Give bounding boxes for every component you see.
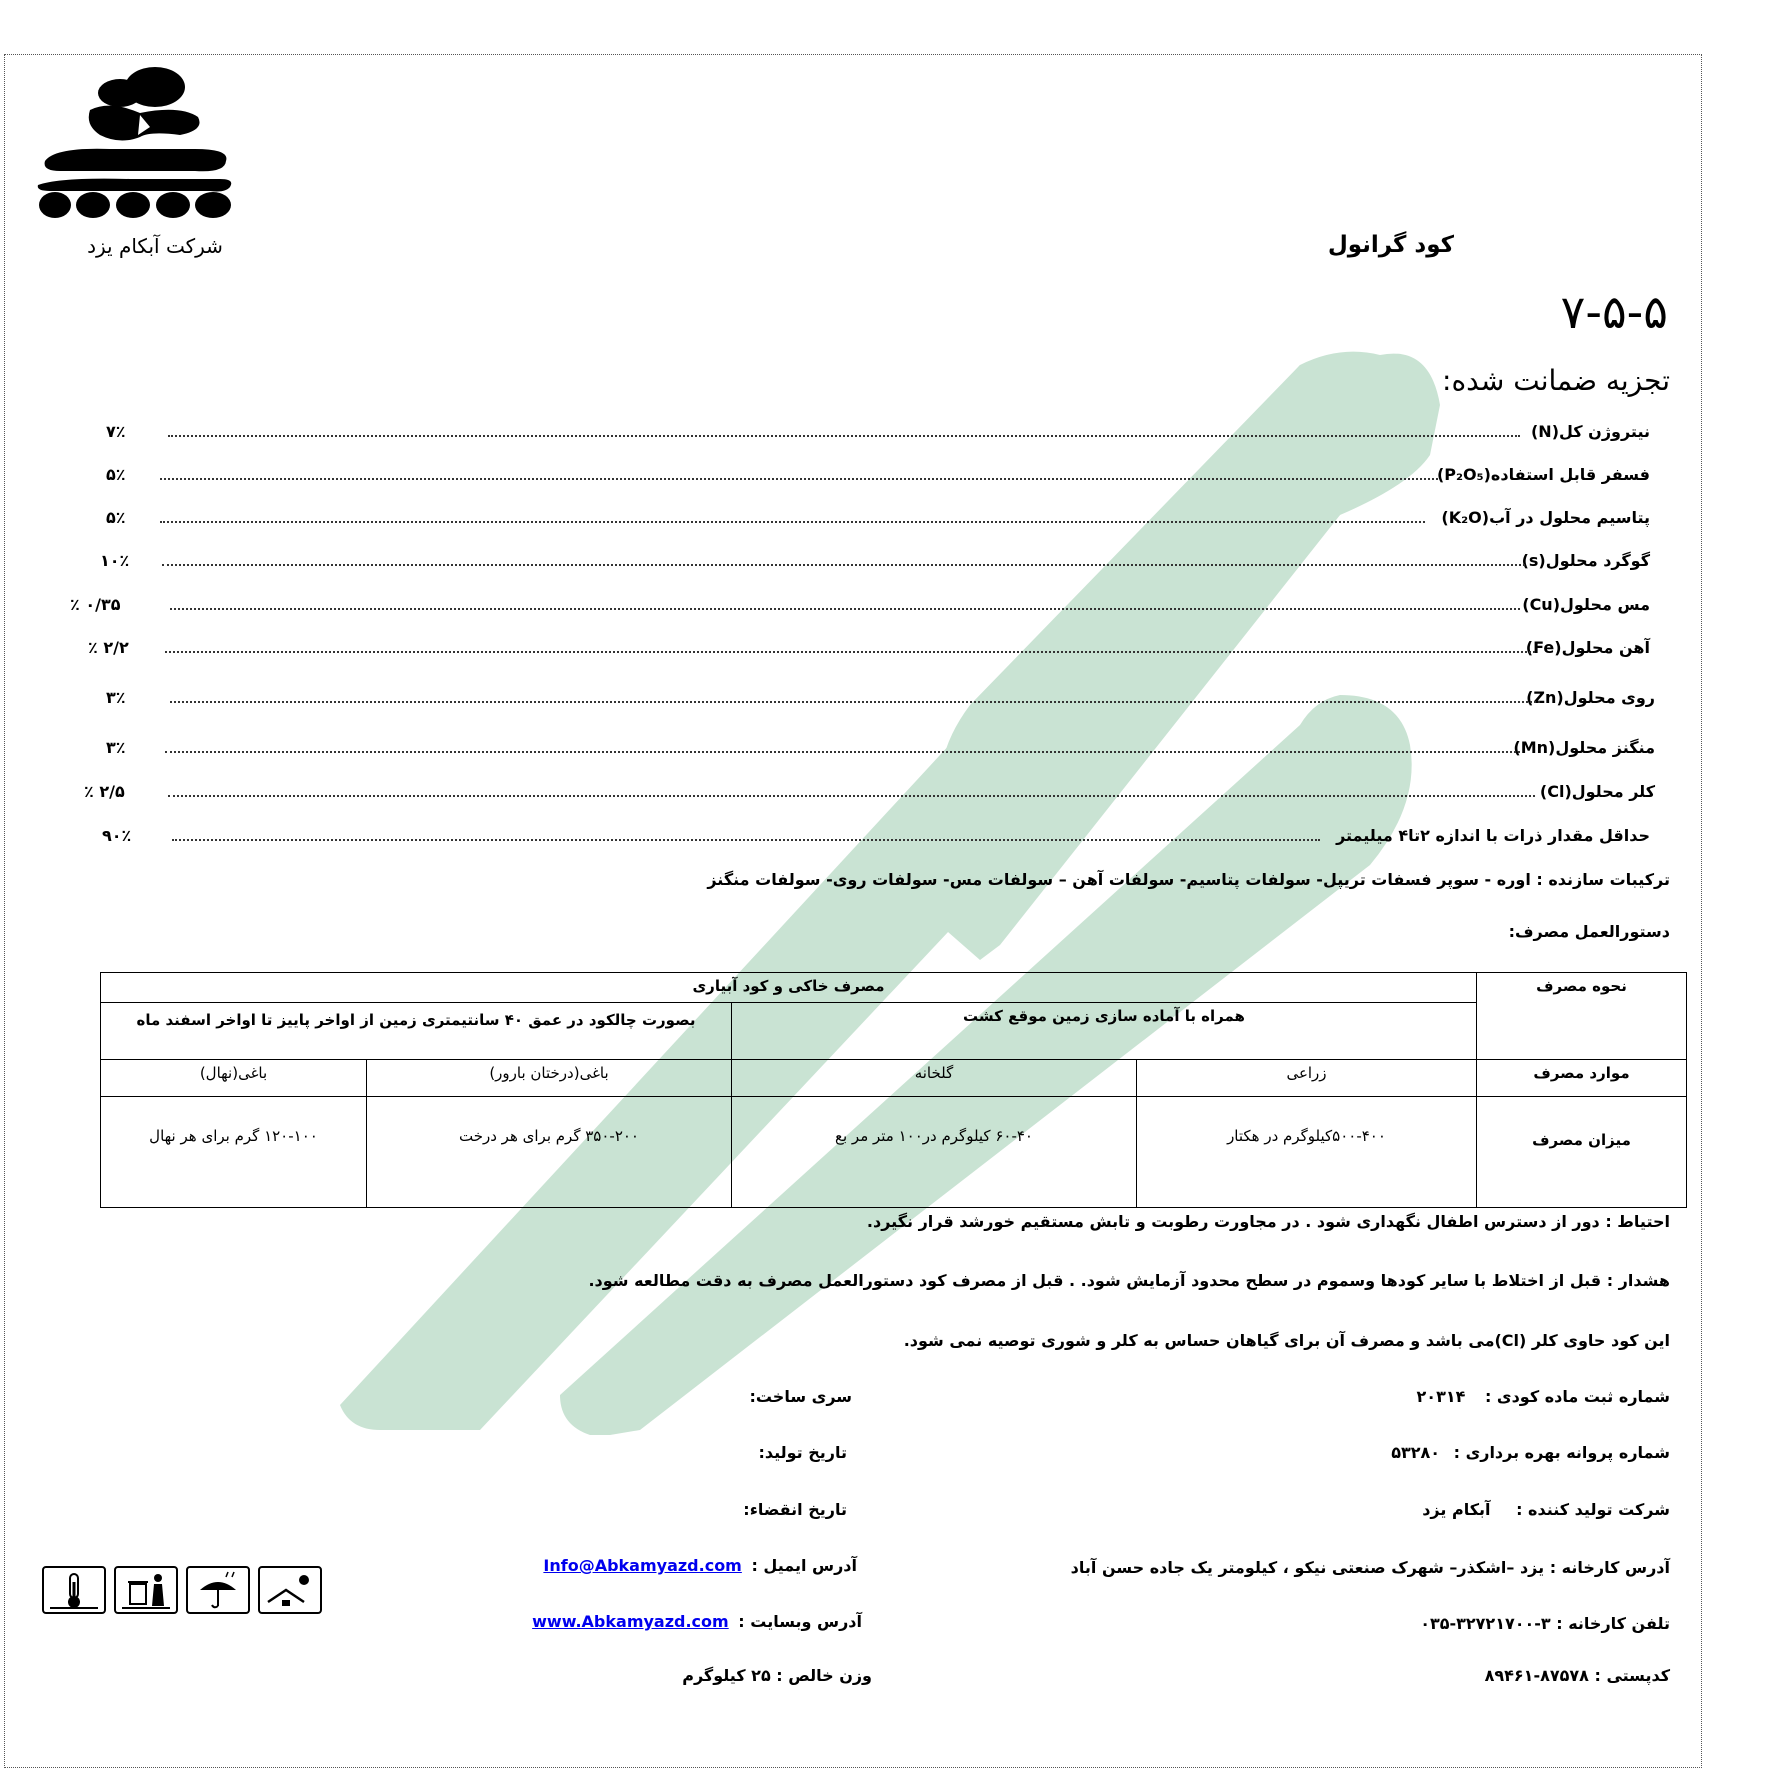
- nutrient-row: [100, 826, 1650, 850]
- fertilizer-reg-value: ۲۰۳۱۴: [1416, 1387, 1466, 1406]
- nutrient-value: ۲/۵ ٪: [84, 782, 125, 801]
- dotted-leader: [170, 608, 1520, 610]
- nutrient-value: ۳٪: [106, 688, 126, 707]
- net-weight: وزن خالص : ۲۵ کیلوگرم: [682, 1666, 872, 1685]
- producer-value: آبکام یزد: [1422, 1500, 1491, 1519]
- website-label: آدرس وبسایت :: [738, 1612, 862, 1631]
- website-link[interactable]: www.Abkamyazd.com: [532, 1612, 729, 1631]
- usage-table: [100, 972, 1687, 1208]
- product-title: کود گرانول: [1327, 232, 1454, 258]
- nutrient-row: [100, 422, 1650, 446]
- uses-header: موارد مصرف: [1477, 1060, 1687, 1096]
- dotted-leader: [168, 435, 1520, 437]
- nutrient-row: [100, 508, 1650, 532]
- nutrient-value: ۵٪: [106, 465, 126, 484]
- nutrient-value: ۷٪: [106, 422, 126, 441]
- nutrient-label: نیتروژن کل(N): [1530, 422, 1650, 441]
- ingredients-text: ترکیبات سازنده : اوره - سوپر فسفات تریپل- سولفات پتاسیم- سولفات آهن – سولفات مس- سولفات روی- سولفات منگنز: [707, 870, 1670, 889]
- fertilizer-registration: [1417, 1387, 1670, 1406]
- website-row: [532, 1612, 862, 1631]
- license-value: ۵۳۲۸۰: [1391, 1443, 1441, 1462]
- nutrient-row: [100, 551, 1650, 575]
- nutrient-label: مس محلول(Cu): [1522, 595, 1650, 614]
- nutrient-label: حداقل مقدار ذرات با اندازه ۲تا۴ میلیمتر: [1336, 826, 1650, 845]
- nutrient-label: گوگرد محلول(s): [1521, 551, 1650, 570]
- dotted-leader: [165, 651, 1535, 653]
- amount-cell: ۶۰-۴۰ کیلوگرم در۱۰۰ متر مر بع: [732, 1096, 1137, 1207]
- email-row: [543, 1556, 857, 1575]
- nutrient-label: منگنز محلول(Mn): [1513, 738, 1655, 757]
- nutrient-label: آهن محلول(Fe): [1525, 638, 1650, 657]
- factory-address: آدرس کارخانه : یزد –اشکذر– شهرک صنعتی نیکو ، کیلومتر یک جاده حسن آباد: [1070, 1558, 1670, 1577]
- umbrella-rain-icon: [186, 1566, 250, 1614]
- dotted-leader: [170, 701, 1540, 703]
- instructions-label: دستورالعمل مصرف:: [1508, 922, 1670, 941]
- method-header: نحوه مصرف: [1477, 973, 1687, 1060]
- product-code: ۷-۵-۵: [1560, 285, 1668, 339]
- amount-cell: ۳۵۰-۲۰۰ گرم برای هر درخت: [367, 1096, 732, 1207]
- nutrient-row: [100, 688, 1655, 712]
- dotted-leader: [165, 751, 1520, 753]
- guaranteed-analysis-title: تجزیه ضمانت شده:: [1442, 364, 1670, 397]
- company-logo: [30, 65, 240, 220]
- nutrient-row: [100, 465, 1650, 489]
- postal-code: کدپستی : ۸۷۵۷۸-۸۹۴۶۱: [1484, 1666, 1670, 1685]
- use-cell: زراعی: [1137, 1060, 1477, 1096]
- trash-bin-icon: [114, 1566, 178, 1614]
- expiry-date-label: تاریخ انقضاء:: [743, 1500, 847, 1519]
- nutrient-value: ۵٪: [106, 508, 126, 527]
- nutrient-label: پتاسیم محلول در آب(K₂O): [1441, 508, 1650, 527]
- use-cell: باغی(درختان بارور): [367, 1060, 732, 1096]
- nutrient-row: [70, 595, 1650, 619]
- nutrient-label: روی محلول(Zn): [1526, 688, 1655, 707]
- nutrient-value: ۰/۳۵ ٪: [70, 595, 121, 614]
- nutrient-value: ۲/۲ ٪: [88, 638, 129, 657]
- nutrient-value: ۱۰٪: [100, 551, 130, 570]
- nutrient-value: ۹۰٪: [102, 826, 132, 845]
- dotted-leader: [168, 795, 1535, 797]
- dotted-leader: [160, 521, 1425, 523]
- amount-cell: ۵۰۰-۴۰۰کیلوگرم در هکتار: [1137, 1096, 1477, 1207]
- company-name: شرکت آبکام یزد: [87, 234, 223, 258]
- email-label: آدرس ایمیل :: [751, 1556, 857, 1575]
- nutrient-row: [88, 638, 1650, 662]
- use-cell: باغی(نهال): [101, 1060, 367, 1096]
- nutrient-row: [84, 782, 1655, 806]
- dotted-leader: [160, 478, 1438, 480]
- amount-cell: ۱۲۰-۱۰۰ گرم برای هر نهال: [101, 1096, 367, 1207]
- nutrient-row: [100, 738, 1655, 762]
- producer: [1422, 1500, 1670, 1519]
- producer-label: شرکت تولید کننده :: [1516, 1500, 1670, 1519]
- dotted-leader: [172, 839, 1320, 841]
- storage-icons: [42, 1566, 334, 1616]
- email-link[interactable]: Info@Abkamyazd.com: [543, 1556, 742, 1575]
- chlorine-notice: این کود حاوی کلر (Cl)می باشد و مصرف آن برای گیاهان حساس به کلر و شوری توصیه نمی شود.: [903, 1331, 1670, 1350]
- warning-text: هشدار : قبل از اختلاط با سایر کودها وسموم در سطح محدود آزمایش شود. . قبل از مصرف کود دستورالعمل مصرف به دقت مطالعه شود.: [588, 1271, 1670, 1290]
- nutrient-value: ۳٪: [106, 738, 126, 757]
- fertilizer-reg-label: شماره ثبت ماده کودی :: [1484, 1387, 1670, 1406]
- license-label: شماره پروانه بهره برداری :: [1453, 1443, 1670, 1462]
- nutrient-label: فسفر قابل استفاده(P₂O₅): [1436, 465, 1650, 484]
- dotted-leader: [162, 564, 1525, 566]
- production-date-label: تاریخ تولید:: [758, 1443, 847, 1462]
- use-cell: گلخانه: [732, 1060, 1137, 1096]
- method-value: مصرف خاکی و کود آبیاری: [101, 973, 1477, 1003]
- thermometer-icon: [42, 1566, 106, 1614]
- factory-phone: تلفن کارخانه : ۳-۳۲۷۲۱۷۰۰-۰۳۵: [1420, 1614, 1670, 1633]
- nutrient-label: کلر محلول(Cl): [1539, 782, 1655, 801]
- caution-text: احتیاط : دور از دسترس اطفال نگهداری شود . در مجاورت رطوبت و تابش مستقیم خورشد قرار نگیرد.: [866, 1212, 1670, 1231]
- timing-1: همراه با آماده سازی زمین موقع کشت: [732, 1003, 1477, 1060]
- amount-header: میزان مصرف: [1477, 1096, 1687, 1207]
- sun-heat-icon: [258, 1566, 322, 1614]
- batch-label: سری ساخت:: [749, 1387, 852, 1406]
- operating-license: [1391, 1443, 1670, 1462]
- timing-2: بصورت چالکود در عمق ۴۰ سانتیمتری زمین از اواخر پاییز تا اواخر اسفند ماه: [101, 1003, 732, 1060]
